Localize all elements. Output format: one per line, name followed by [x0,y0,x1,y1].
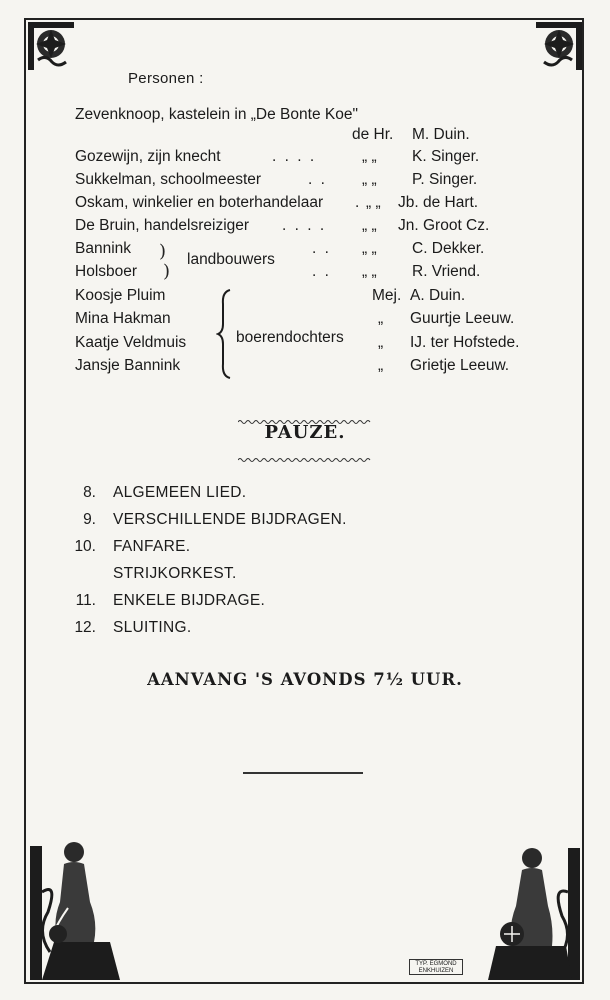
program-item-number: 10. [74,538,96,555]
brace-icon: ) [159,241,167,262]
cast-zevenknoop-actor: M. Duin. [412,126,470,143]
program-item-text: ALGEMEEN LIED. [113,484,247,501]
cast-boerendochter-name: Kaatje Veldmuis [75,334,187,351]
cast-row-actor: Guurtje Leeuw. [410,310,515,327]
cast-row-leader: . . [308,171,327,188]
divider-rule [243,772,363,774]
cast-row-leader: . [355,194,360,211]
program-item-number: 11. [75,592,96,609]
corner-ornament-top-left-icon [26,20,76,72]
cast-row-ditto: „ „ [362,217,377,234]
program-item-text: VERSCHILLENDE BIJDRAGEN. [113,511,347,528]
curly-brace-icon [216,288,234,380]
personen-heading: Personen : [128,70,204,87]
program-item-number: 9. [83,511,96,528]
cast-zevenknoop-name: Zevenknoop, kastelein in „De Bonte Koe" [75,106,358,123]
cast-row-actor: C. Dekker. [412,240,485,257]
cast-row-actor: K. Singer. [412,148,480,165]
cast-row-actor: Jb. de Hart. [398,194,479,211]
cast-row-ditto: „ „ [362,240,377,257]
cast-landbouwer-name: Bannink [75,240,132,257]
cast-row-name: De Bruin, handelsreiziger [75,217,250,234]
cast-row-ditto: „ [378,357,384,374]
cast-row-leader: . . . . [282,217,327,234]
program-item-text: STRIJKORKEST. [113,565,237,582]
brace-icon: ) [163,261,171,282]
cast-row-title: Mej. [372,287,402,304]
printer-stamp [409,959,463,975]
cast-zevenknoop-title: de Hr. [352,126,394,143]
seated-woman-figure-left-icon [28,832,128,982]
cast-row-name: Oskam, winkelier en boterhandelaar [75,194,324,211]
program-item-number: 8. [83,484,96,501]
cast-row-actor: IJ. ter Hofstede. [410,334,520,351]
cast-boerendochter-name: Jansje Bannink [75,357,181,374]
cast-row-ditto: „ [378,310,384,327]
printer-stamp-line2: ENKHUIZEN [418,968,454,974]
cast-row-ditto: „ „ [362,148,377,165]
cast-row-actor: Grietje Leeuw. [410,357,510,374]
wavy-rule-bottom [238,450,372,468]
cast-boerendochter-name: Koosje Pluim [75,287,166,304]
cast-row-name: Sukkelman, schoolmeester [75,171,262,188]
seated-woman-figure-right-icon [482,842,582,982]
corner-ornament-top-right-icon [534,20,584,72]
printer-stamp-line1: TYP. EGMOND [415,961,457,967]
cast-row-ditto: „ „ [362,171,377,188]
cast-row-actor: A. Duin. [410,287,466,304]
program-item-text: FANFARE. [113,538,191,555]
cast-row-leader: . . . . [272,148,317,165]
program-item-number: 12. [74,619,96,636]
cast-row-actor: R. Vriend. [412,263,481,280]
cast-row-leader: . . [312,263,331,280]
cast-row-ditto: „ [378,334,384,351]
cast-row-ditto: „ „ [366,194,381,211]
landbouwers-label: landbouwers [187,251,275,268]
cast-row-leader: . . [312,240,331,257]
program-item-text: SLUITING. [113,619,192,636]
cast-row-ditto: „ „ [362,263,377,280]
cast-boerendochter-name: Mina Hakman [75,310,171,327]
cast-row-actor: Jn. Groot Cz. [398,217,490,234]
cast-landbouwer-name: Holsboer [75,263,138,280]
cast-row-actor: P. Singer. [412,171,478,188]
boerendochters-label: boerendochters [236,329,344,346]
aanvang-line: AANVANG 'S AVONDS 7½ UUR. [147,670,463,689]
cast-row-name: Gozewijn, zijn knecht [75,148,221,165]
pauze-heading: PAUZE. [264,422,346,443]
program-item-text: ENKELE BIJDRAGE. [113,592,266,609]
